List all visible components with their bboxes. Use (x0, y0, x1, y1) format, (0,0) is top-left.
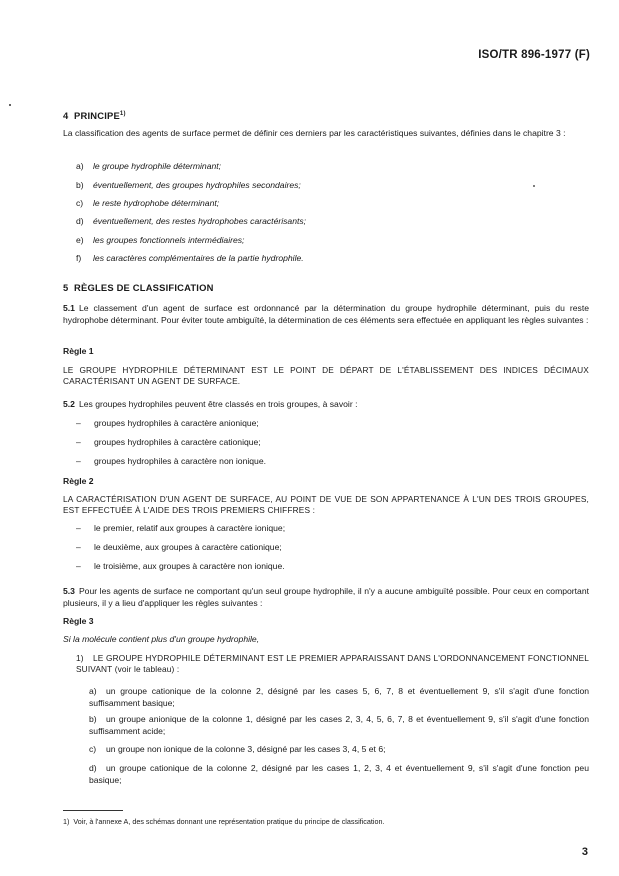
dash-bullet: – (76, 418, 81, 428)
paragraph-5-2 (63, 399, 357, 409)
footnote-divider (63, 810, 123, 811)
item-label: a) (89, 686, 97, 696)
footnote-label: 1) (63, 817, 70, 826)
item-label: c) (76, 198, 84, 208)
dash-bullet: – (76, 437, 81, 447)
paragraph-number: 5.2 (63, 399, 75, 409)
rule-2-text: LA CARACTÉRISATION D'UN AGENT DE SURFACE, AU POINT DE VUE DE SON APPARTENANCE À L'UN DES TROIS GROUPES, EST EFFECTUÉE À L'AIDE DES TROIS PREMIERS CHIFFRES : (63, 494, 589, 515)
item-text: le premier, relatif aux groupes à caractère ionique; (94, 523, 286, 533)
section-4-intro: La classification des agents de surface permet de définir ces derniers par les caractéristiques suivantes, définies dans le chapitre 3 : (63, 128, 566, 138)
item-text: éventuellement, des restes hydrophobes caractérisants; (93, 216, 307, 226)
paragraph-text: Pour les agents de surface ne comportant qu'un seul groupe hydrophile, il n'y a aucune ambiguïté possible. Pour ceux en comportant plusieurs, il y a lieu d'appliquer les règles suivantes : (63, 586, 589, 608)
list-item (76, 235, 244, 245)
list-item (76, 561, 285, 571)
margin-mark (9, 104, 11, 106)
list-item (76, 180, 301, 190)
item-text: un groupe anionique de la colonne 1, désigné par les cases 2, 3, 4, 5, 6, 7, 8 et éventuellement 9, s'il s'agit d'une fonction suffisamment acide; (89, 714, 589, 736)
section-4-number: 4 (63, 110, 69, 121)
item-label: c) (89, 744, 97, 754)
item-text: groupes hydrophiles à caractère anionique; (94, 418, 259, 428)
section-4-heading (63, 110, 126, 121)
paragraph-5-1 (63, 302, 589, 326)
item-text: un groupe non ionique de la colonne 3, désigné par les cases 3, 4, 5 et 6; (106, 744, 386, 754)
paragraph-number: 5.1 (63, 303, 75, 313)
item-label: 1) (76, 653, 84, 663)
rule-2-title: Règle 2 (63, 476, 94, 486)
item-label: b) (89, 714, 97, 724)
rule-3-title: Règle 3 (63, 616, 94, 626)
list-item (76, 542, 282, 552)
section-4-title: PRINCIPE (74, 110, 120, 121)
item-text: le reste hydrophobe déterminant; (93, 198, 220, 208)
list-item (76, 253, 304, 263)
rule-1-title: Règle 1 (63, 346, 94, 356)
item-label: e) (76, 235, 84, 245)
item-label: b) (76, 180, 84, 190)
item-label: f) (76, 253, 82, 263)
item-text: le groupe hydrophile déterminant; (93, 161, 222, 171)
item-text: un groupe cationique de la colonne 2, désigné par les cases 5, 6, 7, 8 et éventuellement 9, s'il s'agit d'une fonction suffisamment basique; (89, 686, 589, 708)
item-label: a) (76, 161, 84, 171)
item-text: les caractères complémentaires de la partie hydrophile. (93, 253, 304, 263)
dash-bullet: – (76, 523, 81, 533)
dash-bullet: – (76, 542, 81, 552)
item-text: groupes hydrophiles à caractère non ionique. (94, 456, 266, 466)
paragraph-text: Les groupes hydrophiles peuvent être classés en trois groupes, à savoir : (78, 399, 358, 409)
paragraph-number: 5.3 (63, 586, 75, 596)
section-5-heading (63, 282, 214, 293)
footnote (63, 817, 384, 826)
list-item (76, 161, 221, 171)
list-item (89, 713, 589, 737)
dash-bullet: – (76, 561, 81, 571)
item-text: le deuxième, aux groupes à caractère cationique; (94, 542, 282, 552)
list-item (76, 418, 259, 428)
list-item (89, 743, 589, 755)
footnote-text: Voir, à l'annexe A, des schémas donnant une représentation pratique du principe de classification. (73, 817, 385, 826)
list-item (76, 456, 266, 466)
document-id: ISO/TR 896-1977 (F) (478, 49, 590, 61)
item-text: LE GROUPE HYDROPHILE DÉTERMINANT EST LE PREMIER APPARAISSANT DANS L'ORDONNANCEMENT FONCTIONNEL SUIVANT (voir le tableau) : (76, 653, 589, 674)
rule-3-condition: Si la molécule contient plus d'un groupe hydrophile, (63, 634, 260, 644)
footnote-ref: 1) (119, 110, 126, 117)
list-item (89, 685, 589, 709)
page-number: 3 (581, 846, 588, 858)
section-5-number: 5 (63, 282, 69, 293)
item-text: les groupes fonctionnels intermédiaires; (93, 235, 245, 245)
item-text: éventuellement, des groupes hydrophiles secondaires; (93, 180, 301, 190)
list-item (76, 437, 261, 447)
item-text: groupes hydrophiles à caractère cationique; (94, 437, 261, 447)
list-item (76, 216, 306, 226)
paragraph-5-3 (63, 585, 589, 609)
item-label: d) (89, 763, 97, 773)
rule-1-text: LE GROUPE HYDROPHILE DÉTERMINANT EST LE POINT DE DÉPART DE L'ÉTABLISSEMENT DES INDICES DÉCIMAUX CARACTÉRISANT UN AGENT DE SURFACE. (63, 365, 589, 386)
item-text: le troisième, aux groupes à caractère non ionique. (94, 561, 285, 571)
list-item (89, 762, 589, 786)
item-label: d) (76, 216, 84, 226)
section-5-title: RÈGLES DE CLASSIFICATION (74, 282, 214, 293)
item-text: un groupe cationique de la colonne 2, désigné par les cases 1, 2, 3, 4 et éventuellement 9, s'il s'agit d'une fonction peu basique; (89, 763, 589, 785)
speck-mark (533, 185, 535, 187)
rule-3-item-1 (76, 653, 589, 675)
list-item (76, 198, 219, 208)
dash-bullet: – (76, 456, 81, 466)
paragraph-text: Le classement d'un agent de surface est ordonnancé par la détermination du groupe hydrophile déterminant, puis du reste hydrophobe déterminant. Pour éviter toute ambiguïté, la détermination de ces éléments sera effectuée en appliquant les règles suivantes : (63, 303, 589, 325)
list-item (76, 523, 285, 533)
